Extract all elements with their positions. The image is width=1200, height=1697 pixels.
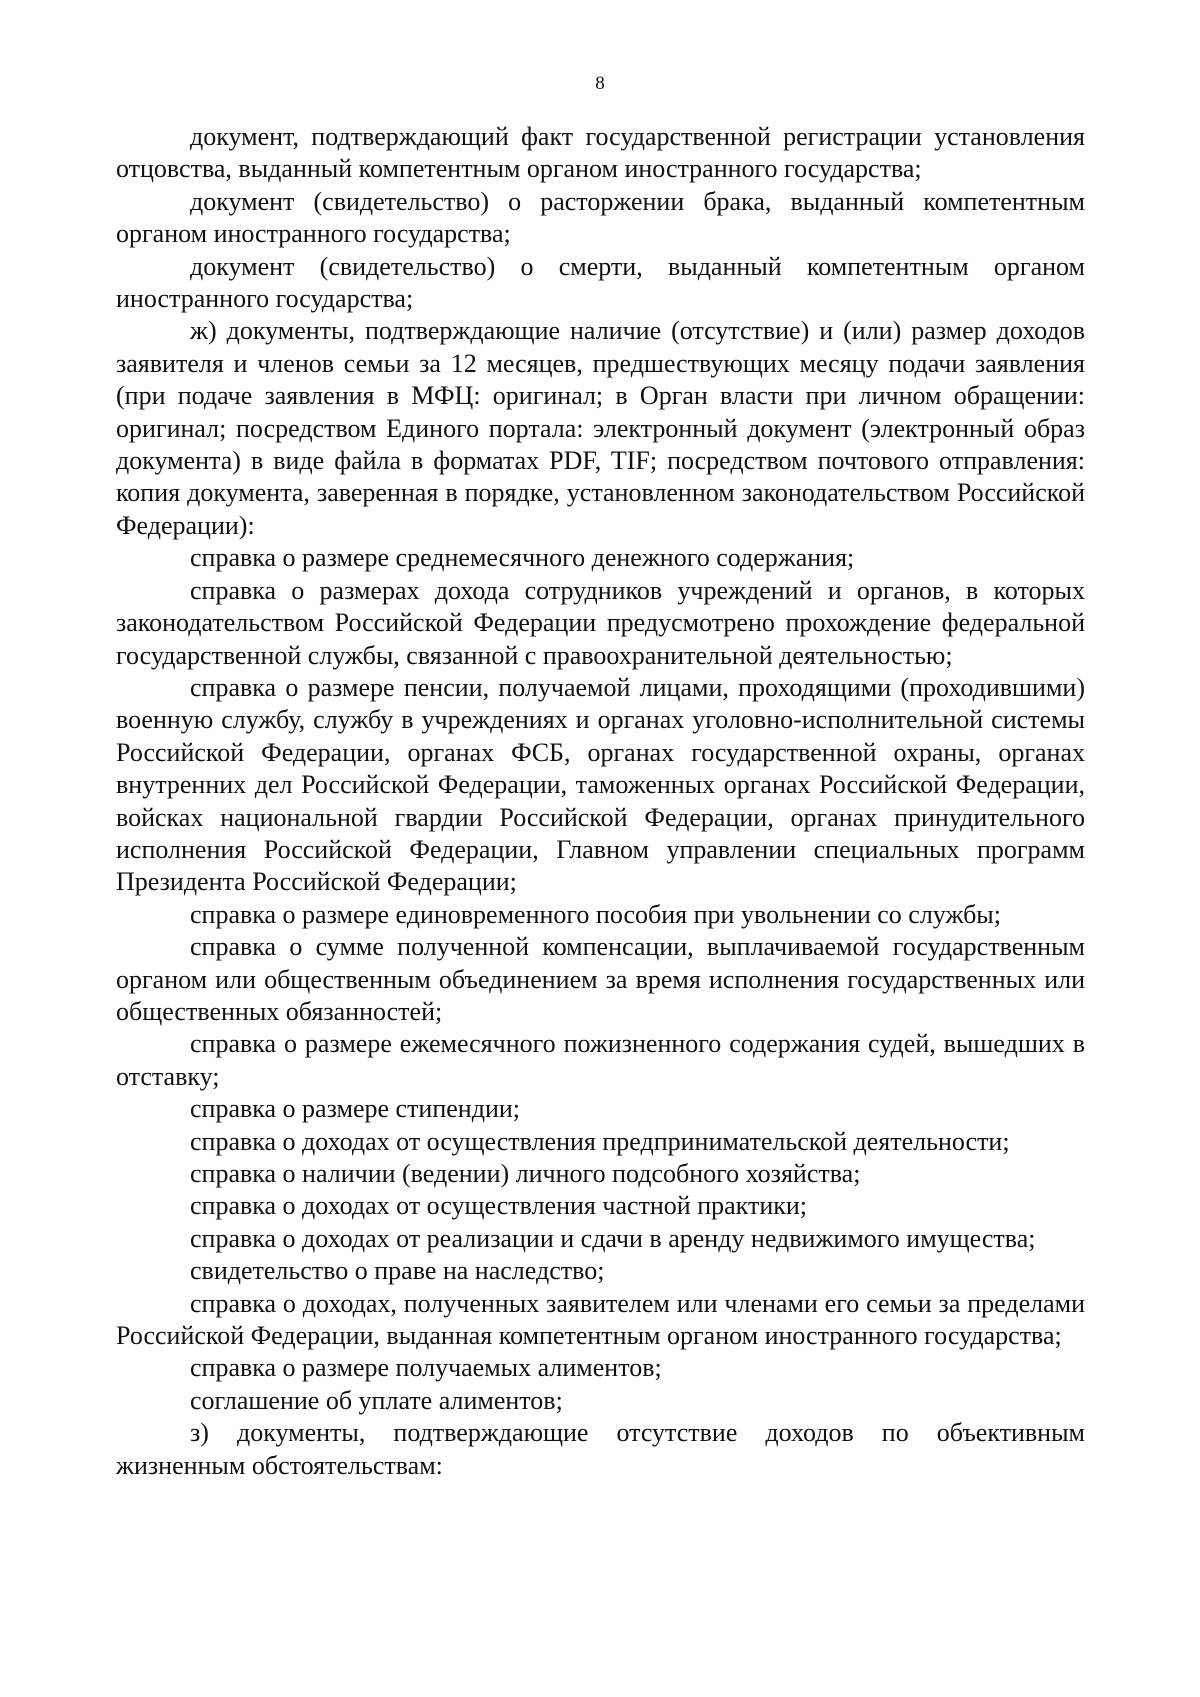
paragraph: справка о доходах от реализации и сдачи в аренду недвижимого имущества; <box>190 1223 1036 1253</box>
paragraph: справка о сумме полученной компенсации, выплачиваемой государственным органом или общественным объединением за время исполнения государственных или общественных обязанностей; <box>116 932 1085 1026</box>
paragraph: справка о размере среднемесячного денежного содержания; <box>190 543 855 573</box>
paragraph: справка о доходах от осуществления частной практики; <box>190 1191 808 1221</box>
paragraph: справка о наличии (ведении) личного подсобного хозяйства; <box>190 1159 861 1188</box>
paragraph: документ (свидетельство) о расторжении брака, выданный компетентным органом иностранного государства; <box>116 186 1085 249</box>
paragraph: справка о доходах от осуществления предпринимательской деятельности; <box>190 1126 1010 1156</box>
paragraph: справка о размере получаемых алиментов; <box>190 1353 662 1383</box>
paragraph: справка о размерах дохода сотрудников учреждений и органов, в которых законодательством Российской Федерации предусмотрено прохождение федеральной государственной службы, связанной с правоохранительной деятельностью; <box>116 575 1085 670</box>
paragraph: справка о доходах, полученных заявителем или членами его семьи за пределами Российской Федерации, выданная компетентным органом иностранного государства; <box>116 1288 1085 1351</box>
paragraph: справка о размере стипендии; <box>190 1094 520 1124</box>
paragraph: з) документы, подтверждающие отсутствие доходов по объективным жизненным обстоятельствам: <box>116 1418 1085 1480</box>
paragraph: справка о размере единовременного пособия при увольнении со службы; <box>190 899 1002 929</box>
paragraph: справка о размере пенсии, получаемой лицами, проходящими (проходившими) военную службу, службу в учреждениях и органах уголовно-исполнительной системы Российской Федерации, органах ФСБ, органах государственной охраны, органах внутренних дел Российской Федерации, таможенных органах Российской Федерации, войсках национальной гвардии Российской Федерации, органах принудительного исполнения Российской Федерации, Главном управлении специальных программ Президента Российской Федерации; <box>116 672 1085 897</box>
paragraph: свидетельство о праве на наследство; <box>190 1256 605 1286</box>
paragraph: ж) документы, подтверждающие наличие (отсутствие) и (или) размер доходов заявителя и членов семьи за 12 месяцев, предшествующих месяцу подачи заявления (при подаче заявления в МФЦ: оригинал; в Орган власти при личном обращении: оригинал; посредством Единого портала: электронный документ (электронный образ документа) в виде файла в форматах PDF, TIF; посредством почтового отправления: копия документа, заверенная в порядке, установленном законодательством Российской Федерации): <box>116 316 1085 540</box>
paragraph: соглашение об уплате алиментов; <box>190 1385 563 1415</box>
paragraph: справка о размере ежемесячного пожизненного содержания судей, вышедших в отставку; <box>116 1029 1085 1091</box>
document-body <box>116 121 1085 1482</box>
paragraph: документ, подтверждающий факт государственной регистрации установления отцовства, выданный компетентным органом иностранного государства; <box>116 122 1085 184</box>
paragraph: документ (свидетельство) о смерти, выданный компетентным органом иностранного государства; <box>116 251 1085 314</box>
page-number: 8 <box>595 73 605 94</box>
